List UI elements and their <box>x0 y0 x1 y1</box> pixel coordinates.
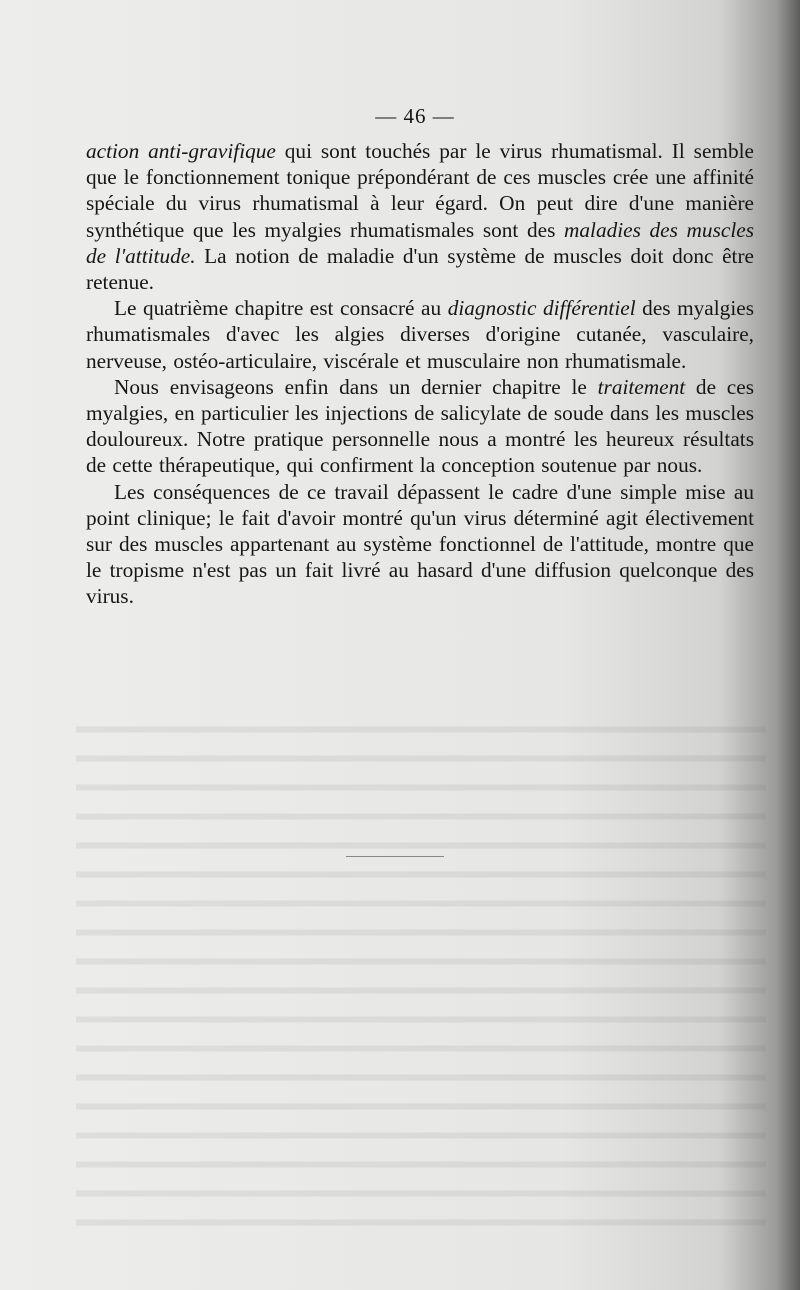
emphasis-text: action anti-gravifique <box>86 139 276 163</box>
paragraph-text: La notion de maladie d'un système de muscles doit donc être retenue. <box>86 243 754 295</box>
paragraph-4 <box>86 479 754 610</box>
emphasis-text: diagnostic différentiel <box>447 296 636 321</box>
paragraph-text: de ces myalgies, en particulier les injections de salicylate de soude dans les muscles douloureux. Notre pratique personnelle nous a montré les heureux résultats de cette thérapeutique, qui confirment la conception soutenue par nous. <box>86 374 754 478</box>
emphasis-text: maladies des muscles de l'attitude. <box>86 217 754 268</box>
bleed-through-texture <box>76 712 766 1232</box>
paragraph-text: qui sont touchés par le virus rhumatismal. Il semble que le fonctionnement tonique prépondérant de ces muscles crée une affinité spéciale du virus rhumatismal à leur égard. On peut dire d'une manière synthétique que les myalgies rhumatismales sont des <box>86 139 754 242</box>
paragraph-2 <box>86 295 754 374</box>
paragraph-text: Nous envisageons enfin dans un dernier chapitre le <box>114 374 598 399</box>
paragraph-3 <box>86 374 754 479</box>
paragraph-text: des myalgies rhumatismales d'avec les algies diverses d'origine cutanée, vasculaire, nerveuse, ostéo-articulaire, viscérale et musculaire non rhumatismale. <box>86 296 754 373</box>
emphasis-text: traitement <box>597 374 686 399</box>
section-separator-rule <box>346 856 444 857</box>
paragraph-text: Les conséquences de ce travail dépassent le cadre d'une simple mise au point clinique; le fait d'avoir montré qu'un virus déterminé agit électivement sur des muscles appartenant au système fonctionnel de l'attitude, montre que le tropisme n'est pas un fait livré au hasard d'une diffusion quelconque des virus. <box>86 479 754 609</box>
paragraph-text: Le quatrième chapitre est consacré au <box>114 296 448 321</box>
paragraph-1 <box>86 138 754 295</box>
body-text <box>86 138 754 610</box>
page-number: — 46 — <box>375 104 455 128</box>
